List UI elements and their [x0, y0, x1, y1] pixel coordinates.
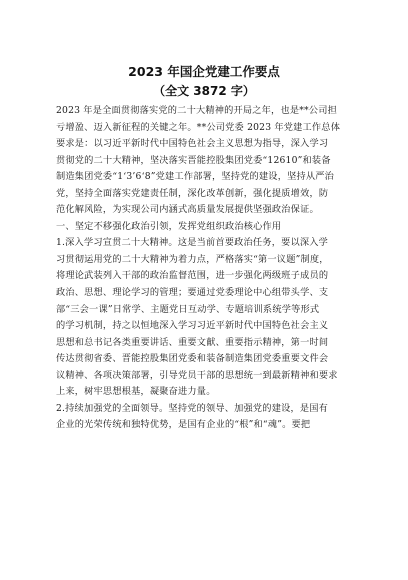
section-heading-1: 一、坚定不移强化政治引领，发挥党组织政治核心作用	[56, 220, 282, 232]
item1-line-7: 思想和总书记各类重要讲话、重要文献、重要指示精神，第一时间	[56, 336, 329, 348]
intro-line-3: 要求是：以习近平新时代中国特色社会主义思想为指导，深入学习	[56, 138, 329, 150]
intro-line-4: 贯彻党的二十大精神，坚决落实晋能控股集团党委“12610”和装备	[56, 154, 331, 166]
item1-line-2: 习贯彻运用党的二十大精神为着力点，严格落实“第一议题”制度，	[56, 253, 329, 265]
intro-line-7: 范化解风险，为实现公司内涵式高质量发展提供坚强政治保证。	[56, 204, 319, 216]
item1-line-3: 将理论武装列入干部的政治监督范围，进一步强化两级班子成员的	[56, 270, 329, 282]
intro-line-6: 党，坚持全面落实党建责任制，深化改革创新，强化提质增效，防	[56, 187, 329, 199]
item1-line-9: 议精神、各项决策部署，引导党员干部的思想统一到最新精神和要求	[56, 369, 338, 381]
document-body	[56, 103, 352, 434]
item2-line-1: 2.持续加强党的全面领导。坚持党的领导、加强党的建设，是国有	[56, 402, 329, 414]
document-title: 2023 年国企党建工作要点	[128, 64, 280, 79]
item1-line-5: 部“三会一课”日常学、主题党日互动学、专题培训系统学等形式	[56, 303, 320, 315]
item1-line-1: 1.深入学习宣贯二十大精神。这是当前首要政治任务，要以深入学	[56, 237, 329, 249]
item1-line-10: 上来，树牢思想根基，凝聚奋进力量。	[56, 386, 216, 398]
item1-line-4: 政治、思想、理论学习的管理；要通过党委理论中心组带头学、支	[56, 287, 329, 299]
item2-line-2: 企业的光荣传统和独特优势，是国有企业的“根”和“魂”。要把	[56, 419, 311, 431]
item1-line-6: 的学习机制，持之以恒地深入学习习近平新时代中国特色社会主义	[56, 320, 329, 332]
item1-line-8: 传达贯彻省委、晋能控股集团党委和装备制造集团党委重要文件会	[56, 353, 329, 365]
intro-line-2: 亏增盈、迈入新征程的关键之年。**公司党委 2023 年党建工作总体	[56, 121, 341, 133]
intro-line-1: 2023 年是全面贯彻落实党的二十大精神的开局之年，也是**公司担	[56, 105, 337, 116]
document-subtitle: （全文 3872 字）	[153, 84, 255, 98]
intro-line-5: 制造集团党委“1‘3’6‘8”党建工作部署，坚持党的建设，坚持从严治	[56, 171, 335, 183]
